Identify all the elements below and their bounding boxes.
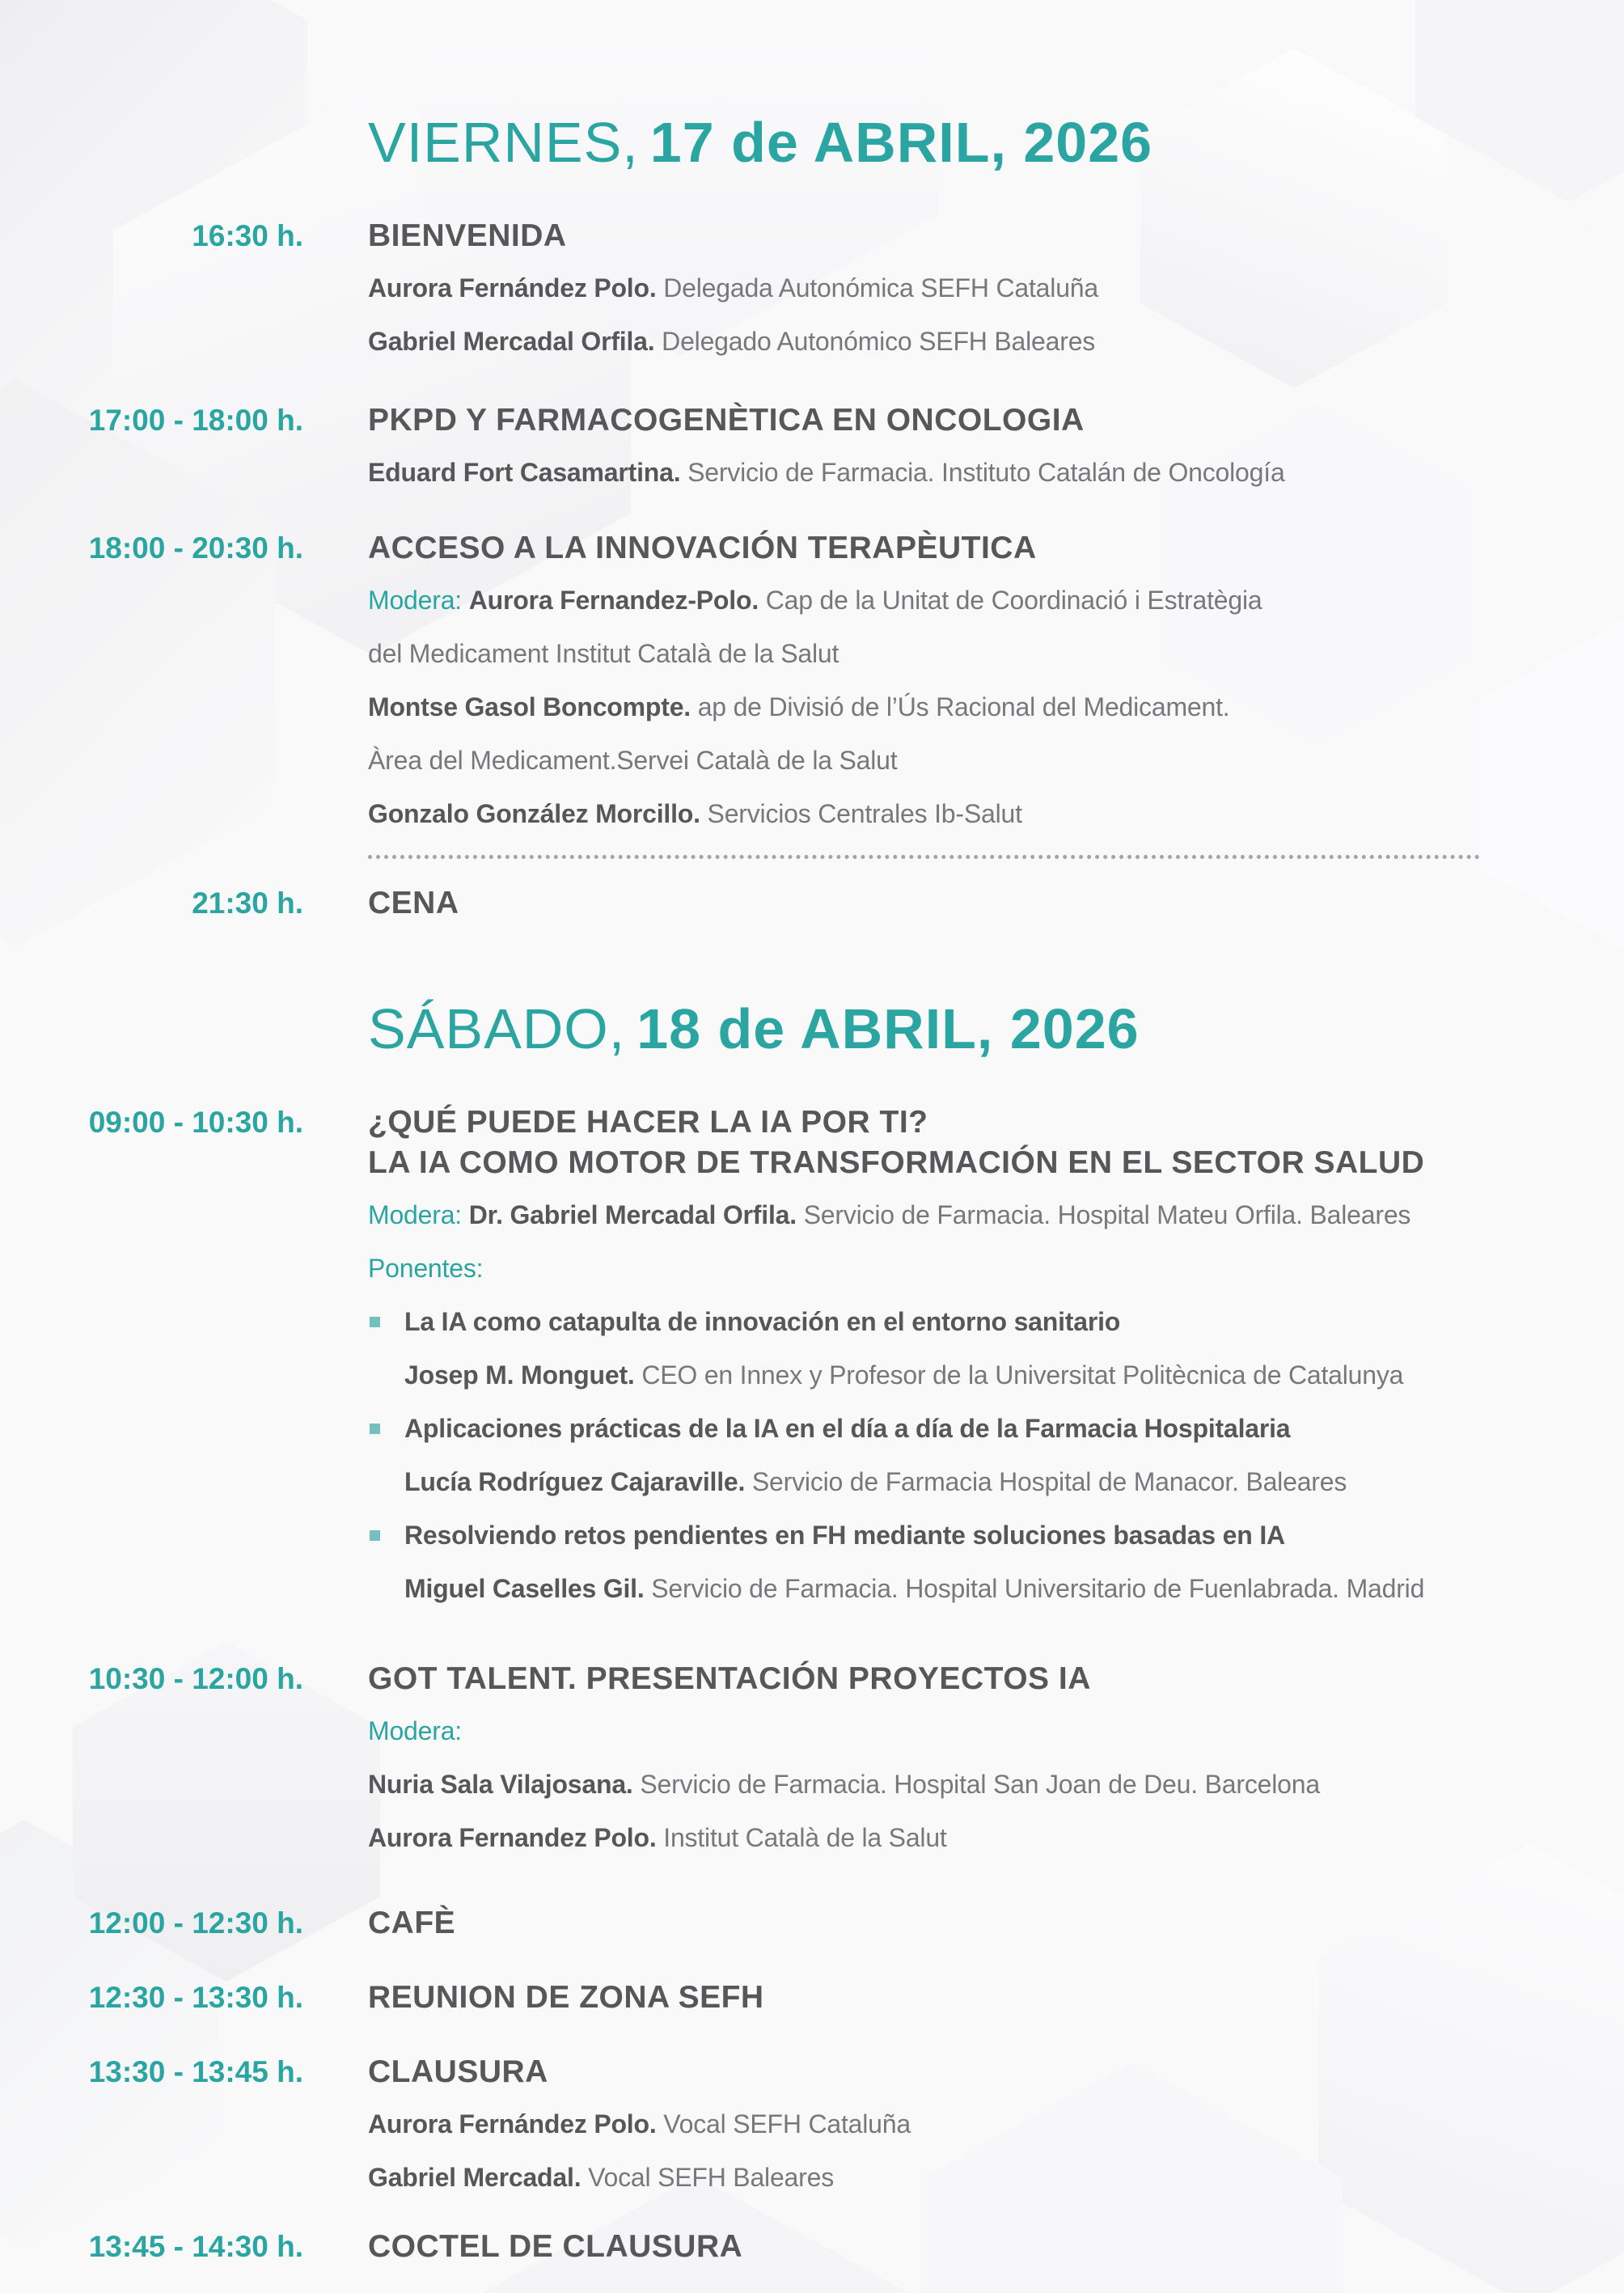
speaker-role: del Medicament Institut Català de la Salut: [368, 639, 839, 668]
day-title-date: 18 de ABRIL, 2026: [636, 997, 1140, 1060]
schedule-row-reunion: [0, 1978, 1624, 2018]
bullet-item: [368, 1508, 1597, 1615]
event-title: PKPD Y FARMACOGENÈTICA EN ONCOLOGIA: [368, 403, 1085, 438]
event-title: CLAUSURA: [368, 2054, 548, 2089]
bullet-square-icon: [370, 1530, 380, 1541]
speaker-line: [368, 680, 1597, 734]
day-title-friday: [368, 112, 1624, 174]
speaker-lines: [368, 1704, 1597, 1864]
time-label: 13:45 - 14:30 h.: [88, 2230, 303, 2263]
time-label: 10:30 - 12:00 h.: [88, 1662, 303, 1695]
schedule-row-bienvenida: [0, 216, 1624, 368]
event-title: GOT TALENT. PRESENTACIÓN PROYECTOS IA: [368, 1661, 1091, 1696]
event-body: [368, 2052, 1597, 2204]
schedule-row-cafe: [0, 1903, 1624, 1944]
speaker-name: Aurora Fernandez Polo.: [368, 1823, 657, 1852]
moderator-line: [368, 573, 1597, 627]
speaker-role: Servicio de Farmacia. Hospital San Joan de Deu. Barcelona: [640, 1770, 1320, 1799]
speaker-line: [404, 1455, 1597, 1508]
talk-title: La IA como catapulta de innovación en el entorno sanitario: [404, 1307, 1121, 1336]
day-title-weekday: VIERNES,: [368, 111, 639, 174]
bullet-title-line: [404, 1402, 1597, 1455]
speaker-name: Nuria Sala Vilajosana.: [368, 1770, 633, 1799]
day-section-saturday: [0, 998, 1624, 2267]
speaker-name: Aurora Fernandez-Polo.: [468, 586, 759, 615]
speaker-lines: [368, 1188, 1597, 1615]
speaker-lines: [368, 2097, 1597, 2204]
event-title: CENA: [368, 886, 459, 920]
time-label: 13:30 - 13:45 h.: [88, 2055, 303, 2088]
event-title: ACCESO A LA INNOVACIÓN TERAPÈUTICA: [368, 531, 1037, 565]
event-body: [368, 528, 1597, 840]
speaker-name: Lucía Rodríguez Cajaraville.: [404, 1467, 746, 1496]
speaker-name: Dr. Gabriel Mercadal Orfila.: [468, 1200, 797, 1229]
event-body: [368, 1978, 1597, 2018]
bullet-square-icon: [370, 1424, 380, 1434]
speaker-name: Josep M. Monguet.: [404, 1360, 635, 1390]
schedule-row-acceso: [0, 528, 1624, 840]
speaker-role: Cap de la Unitat de Coordinació i Estratègia: [765, 586, 1262, 615]
bullet-square-icon: [370, 1317, 380, 1327]
speaker-role: CEO en Innex y Profesor de la Universitat Politècnica de Catalunya: [641, 1360, 1404, 1390]
talk-title: Resolviendo retos pendientes en FH mediante soluciones basadas en IA: [404, 1521, 1285, 1550]
schedule-row-cena: [0, 883, 1624, 924]
schedule-row-pkpd: [0, 400, 1624, 499]
speaker-name: Gonzalo González Morcillo.: [368, 799, 700, 828]
speaker-role: Àrea del Medicament.Servei Català de la Salut: [368, 746, 898, 775]
day-title-date: 17 de ABRIL, 2026: [649, 111, 1153, 174]
event-title: ¿QUÉ PUEDE HACER LA IA POR TI?: [368, 1105, 928, 1140]
speaker-line: [368, 315, 1597, 368]
time-label: 09:00 - 10:30 h.: [88, 1106, 303, 1139]
time-label: 21:30 h.: [192, 886, 303, 920]
dotted-divider: [368, 855, 1480, 859]
speaker-line: [368, 1811, 1597, 1864]
moderator-label: Modera:: [368, 1200, 462, 1229]
event-title-line2: LA IA COMO MOTOR DE TRANSFORMACIÓN EN EL SECTOR SALUD: [368, 1145, 1425, 1180]
speaker-line: [368, 1758, 1597, 1811]
bullet-title-line: [404, 1508, 1597, 1562]
speaker-name: Gabriel Mercadal.: [368, 2163, 582, 2192]
speaker-name: Miguel Caselles Gil.: [404, 1574, 645, 1603]
ponentes-label: Ponentes:: [368, 1254, 484, 1283]
moderator-line: [368, 1188, 1597, 1242]
speaker-role: Servicio de Farmacia. Hospital Universitario de Fuenlabrada. Madrid: [651, 1574, 1425, 1603]
time-label: 18:00 - 20:30 h.: [88, 531, 303, 565]
schedule-row-got-talent: [0, 1659, 1624, 1864]
speaker-role: Servicio de Farmacia Hospital de Manacor. Baleares: [751, 1467, 1347, 1496]
speaker-lines: [368, 573, 1597, 840]
speaker-name: Montse Gasol Boncompte.: [368, 692, 691, 721]
time-label: 16:30 h.: [192, 219, 303, 252]
event-body: [368, 400, 1597, 499]
speaker-role: Delegado Autonómico SEFH Baleares: [662, 327, 1096, 356]
moderator-label-line: [368, 1704, 1597, 1758]
speaker-role: Servicio de Farmacia. Instituto Catalán de Oncología: [687, 458, 1285, 487]
bullet-item: [368, 1295, 1597, 1402]
speaker-line: [368, 446, 1597, 499]
speaker-name: Eduard Fort Casamartina.: [368, 458, 681, 487]
talk-title: Aplicaciones prácticas de la IA en el día a día de la Farmacia Hospitalaria: [404, 1414, 1291, 1443]
schedule-row-coctel: [0, 2227, 1624, 2267]
time-label: 12:00 - 12:30 h.: [88, 1906, 303, 1940]
schedule-row-ia: [0, 1102, 1624, 1615]
speaker-line: [404, 1348, 1597, 1402]
speaker-lines: [368, 261, 1597, 368]
moderator-label: Modera:: [368, 586, 462, 615]
moderator-line-continuation: [368, 627, 1597, 680]
event-title: BIENVENIDA: [368, 218, 567, 253]
bullet-item: [368, 1402, 1597, 1508]
speaker-lines: [368, 446, 1597, 499]
speaker-name: Aurora Fernández Polo.: [368, 273, 657, 302]
event-body: [368, 216, 1597, 368]
schedule-row-clausura: [0, 2052, 1624, 2204]
speaker-line-continuation: [368, 734, 1597, 787]
ponentes-label-line: [368, 1242, 1597, 1295]
speaker-line: [368, 2097, 1597, 2151]
speaker-line: [368, 787, 1597, 840]
day-section-friday: [0, 112, 1624, 924]
bullet-title-line: [404, 1295, 1597, 1348]
speaker-line: [368, 2151, 1597, 2204]
speaker-name: Aurora Fernández Polo.: [368, 2109, 657, 2139]
speaker-line: [368, 261, 1597, 315]
speaker-role: Institut Català de la Salut: [663, 1823, 947, 1852]
speaker-role: Vocal SEFH Cataluña: [663, 2109, 911, 2139]
event-title: REUNION DE ZONA SEFH: [368, 1980, 764, 2015]
event-body: [368, 1659, 1597, 1864]
event-body: [368, 1903, 1597, 1944]
event-title: COCTEL DE CLAUSURA: [368, 2229, 743, 2264]
event-body: [368, 883, 1597, 924]
speaker-role: Servicio de Farmacia. Hospital Mateu Orfila. Baleares: [803, 1200, 1411, 1229]
moderator-label: Modera:: [368, 1716, 462, 1745]
time-label: 17:00 - 18:00 h.: [88, 404, 303, 437]
event-body: [368, 1102, 1597, 1615]
event-title: CAFÈ: [368, 1906, 456, 1940]
speaker-role: Delegada Autonómica SEFH Cataluña: [663, 273, 1098, 302]
day-title-weekday: SÁBADO,: [368, 997, 626, 1060]
speaker-line: [404, 1562, 1597, 1615]
speaker-role: Vocal SEFH Baleares: [588, 2163, 834, 2192]
speaker-role: Servicios Centrales Ib-Salut: [707, 799, 1022, 828]
time-label: 12:30 - 13:30 h.: [88, 1981, 303, 2014]
day-title-saturday: [368, 998, 1624, 1060]
event-body: [368, 2227, 1597, 2267]
speaker-role: ap de Divisió de l’Ús Racional del Medicament.: [697, 692, 1230, 721]
speaker-name: Gabriel Mercadal Orfila.: [368, 327, 655, 356]
